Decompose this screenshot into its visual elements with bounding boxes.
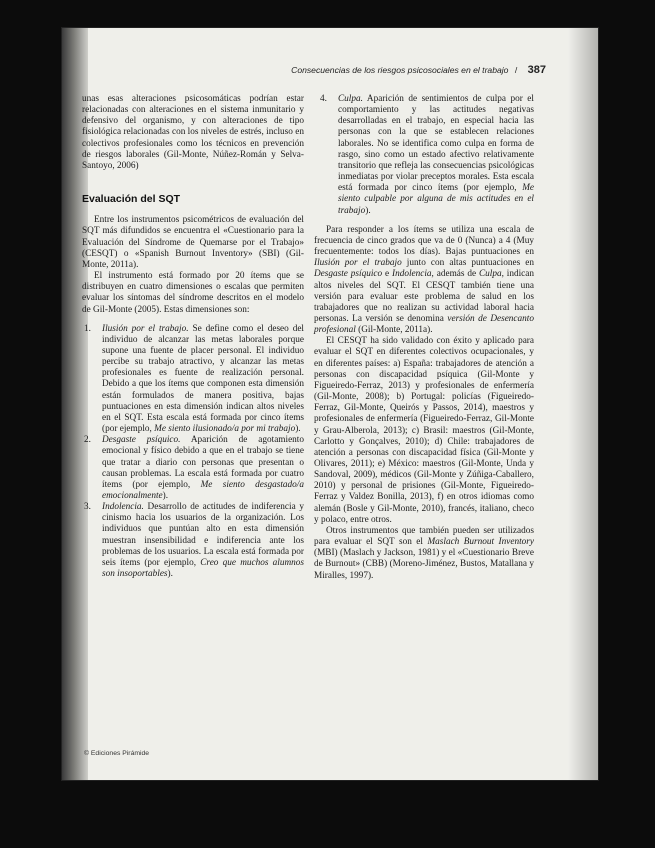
response-scale-paragraph: Para responder a los ítems se utiliza una escala de frecuencia de cinco grados que va de 0 (Nunca) a 4 (Muy frecuentemente: todos los días). Bajas puntuaciones en Ilusión por el trabajo junto con altas puntuaciones en Desgaste psíquico e Indolencia, además de Culpa, indican altos niveles del SQT. El CESQT también tiene una versión para evaluar este problema de salud en los trabajadores que no realizan su actividad laboral hacia personas. La versión se denomina versión de Desencanto profesional (Gil-Monte, 2011a).: [314, 224, 535, 336]
item-end: ).: [295, 424, 301, 435]
right-column: [314, 94, 534, 582]
running-header: [62, 64, 546, 76]
item-term: Ilusión por el trabajo.: [102, 323, 189, 334]
item-number: 4.: [320, 94, 327, 104]
item-example: Me siento culpable por alguna de mis actitudes en el trabajo: [338, 183, 534, 216]
paragraph-1: Entre los instrumentos psicométricos de evaluación del SQT más difundidos se encuentra el «Cuestionario para la Evaluación del Síndrome de Quemarse por el Trabajo» (CESQT) o «Spanish Burnout Inventory» (SBI) (Gil-Monte, 2011a).: [82, 215, 304, 270]
item-example: Me siento ilusionado/a por mi trabajo: [154, 424, 296, 435]
item-example: Me siento desgastado/a emocionalmente: [102, 479, 305, 501]
item-text: Aparición de agotamiento emocional y físico debido a que en el trabajo se tiene que tratar a diario con personas que presentan o causan problemas. La escala está formada por cuatro ítems (por ejemplo,: [102, 435, 304, 490]
list-item: [82, 502, 304, 580]
item-text: Se define como el deseo del individuo de alcanzar las metas laborales porque supone una fuente de placer personal. El individuo percibe su trabajo atractivo, y alcanzar las metas profesionales es fuente de realización personal. Debido a que los ítems que componen esta dimensión están formulados de manera positiva, bajas puntuaciones en esta dimensión indican altos niveles en el SQT. Esta escala está formada por cinco ítems (por ejemplo,: [102, 323, 304, 435]
item-number: 3.: [84, 502, 91, 513]
left-column: [82, 94, 304, 580]
item-end: ).: [162, 491, 169, 501]
running-title: Consecuencias de los riesgos psicosociales en el trabajo: [291, 65, 509, 75]
item-end: ).: [167, 569, 173, 580]
item-term: Indolencia.: [102, 502, 144, 513]
list-item: [82, 435, 304, 502]
list-item: [314, 94, 534, 217]
item-term: Culpa.: [338, 94, 363, 104]
section-title: Evaluación del SQT: [82, 193, 181, 206]
publisher-footer: © Ediciones Pirámide: [84, 750, 150, 757]
intro-paragraph: unas esas alteraciones psicosomáticas podrían estar relacionadas con alteraciones en el sistema inmunitario y defensivo del organismo, y con alteraciones de tipo fisiológica relacionadas con los niveles de estrés, incluso en colectivos profesionales como los técnicos en prevención de riesgos laborales (Gil-Monte, Núñez-Román y Selva-Santoyo, 2006): [82, 94, 304, 171]
validation-paragraph: El CESQT ha sido validado con éxito y aplicado para evaluar el SQT en diferentes colectivos ocupacionales, y en diferentes países: a) España: trabajadores de atención a personas con discapacidad psíquica (Gil-Monte y Figueiredo-Ferraz, 2013) y profesionales de enfermería (Gil-Monte, 2008); b) Portugal: policías (Figueiredo-Ferraz, Gil-Monte, Queirós y Passos, 2014), maestros y profesionales de enfermería (Figueiredo-Ferraz, Gil-Monte y Grau-Alberola, 2013); c) Brasil: maestros (Gil-Monte, Carlotto y Gonçalves, 2010); d) Chile: trabajadores de atención a personas con discapacidad física (Gil-Monte y Olivares, 2011); e) México: maestros (Gil-Monte, Unda y Sandoval, 2009), médicos (Gil-Monte y Zúñiga-Caballero, 2010) y personal de prisiones (Gil-Monte, Figueiredo-Ferraz y Valdez Bonilla, 2013), f) en otros idiomas como alemán (Bosle y Gil-Monte, 2010), francés, italiano, checo y polaco, entre otros.: [314, 336, 534, 525]
item-example: Creo que muchos alumnos son insoportables: [102, 557, 305, 580]
item-number: 1.: [84, 323, 91, 334]
header-separator: /: [514, 65, 518, 75]
page-edge-shadow: [568, 28, 598, 780]
item-number: 2.: [84, 435, 91, 446]
dimensions-list-continued: [314, 94, 534, 217]
item-term: Desgaste psíquico.: [102, 435, 181, 446]
dimensions-list: [82, 324, 304, 581]
item-text: Desarrollo de actitudes de indiferencia y cinismo hacia los usuarios de la organización. Los individuos que puntúan alto en esta dimensión muestran insensibilidad e indiferencia ante los problemas de los usuarios. La escala está formada por seis ítems (por ejemplo,: [102, 502, 304, 568]
other-instruments-paragraph: Otros instrumentos que también pueden ser utilizados para evaluar el SQT son el Maslach Burnout Inventory (MBI) (Maslach y Jackson, 1981) y el «Cuestionario Breve de Burnout» (CBB) (Moreno-Jiménez, Bustos, Matallana y Miralles, 1997).: [314, 525, 534, 581]
book-page: [62, 28, 598, 780]
item-end: ).: [365, 205, 371, 216]
item-text: Aparición de sentimientos de culpa por el comportamiento y las actitudes negativas desarrolladas en el trabajo, en especial hacia las personas con la que se establecen relaciones laborales. No se identifica como culpa en forma de rasgo, sino como un estado afectivo relativamente transitorio que refleja las consecuencias psicológicas inmediatas por violar preceptos morales. Esta escala está formada por cinco ítems (por ejemplo,: [338, 94, 534, 194]
list-item: [82, 324, 304, 436]
paragraph-2: El instrumento está formado por 20 ítems que se distribuyen en cuatro dimensiones o escalas que permiten evaluar los síntomas del síndrome descritos en el modelo de Gil-Monte (2005). Estas dimensiones son:: [82, 271, 304, 315]
page-number: 387: [527, 64, 546, 76]
